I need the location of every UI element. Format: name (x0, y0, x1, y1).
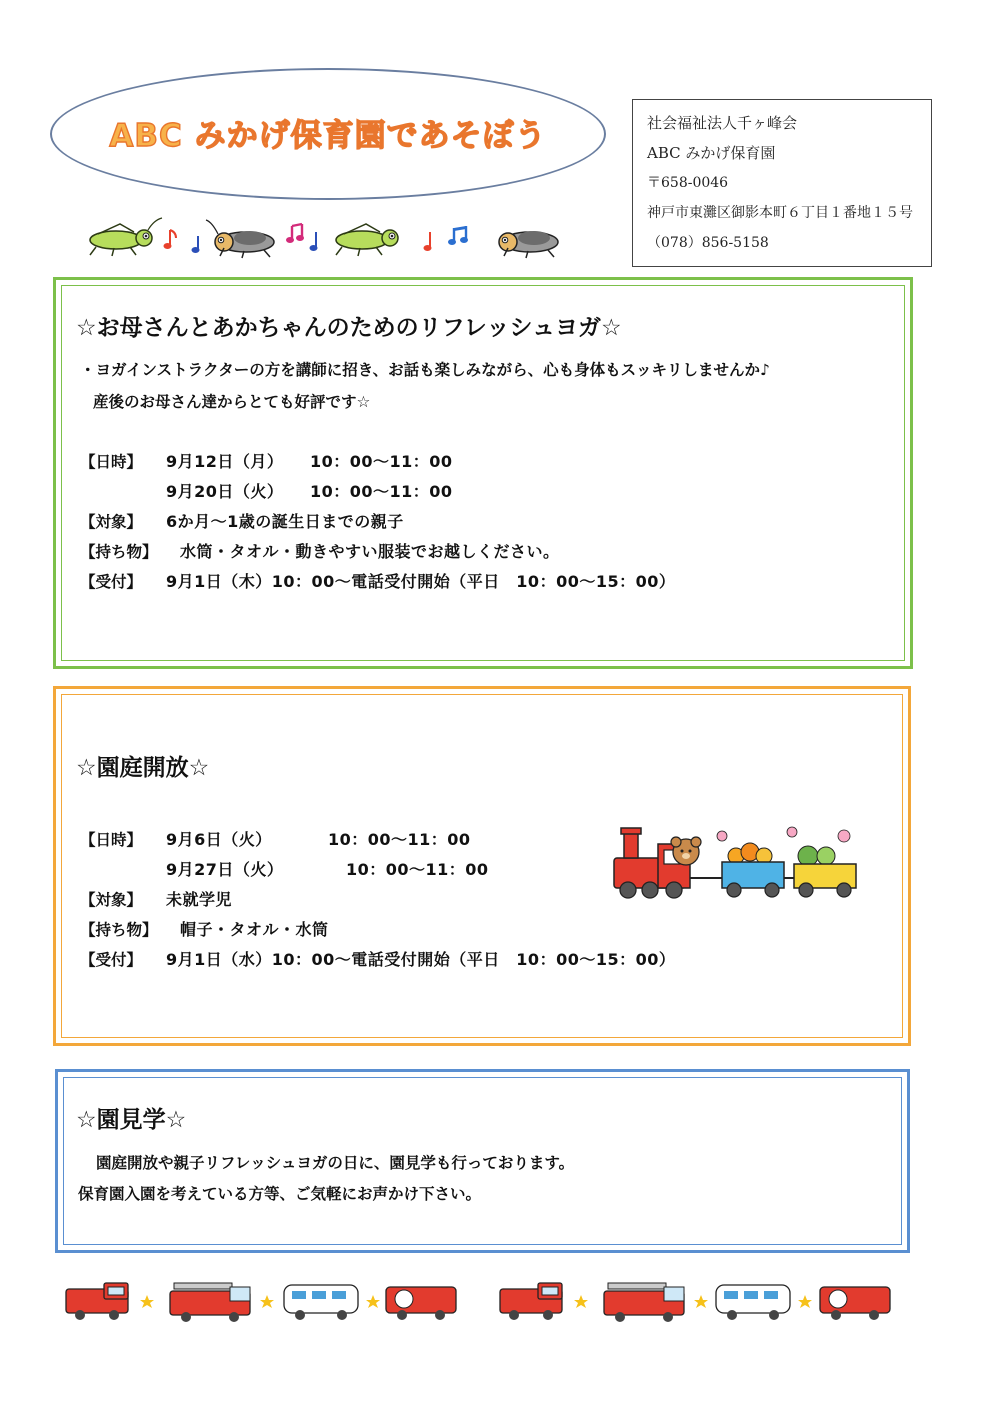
title-ellipse (50, 68, 606, 200)
star-icon (140, 1295, 154, 1308)
music-note-icon (424, 232, 432, 251)
garden-date-2: 9月27日（火） (166, 860, 284, 879)
garden-items-label: 【持ち物】 (80, 921, 158, 939)
school-name: ABC みかげ保育園 (647, 144, 776, 162)
garden-date-1: 9月6日（火） (166, 830, 272, 849)
garden-time-1: 10：00～11：00 (328, 830, 471, 849)
tour-line-2: 保育園入園を考えている方等、ご気軽にお声かけ下さい。 (78, 1185, 482, 1203)
music-note-icon (310, 232, 318, 251)
star-icon (694, 1295, 708, 1308)
garden-reception-label: 【受付】 (80, 951, 143, 969)
yoga-target-label: 【対象】 (80, 513, 143, 531)
vehicle-decoration-row (60, 1275, 900, 1325)
tour-line-1: 園庭開放や親子リフレッシュヨガの日に、園見学も行っております。 (96, 1154, 575, 1172)
org-name: 社会福祉法人千ヶ峰会 (647, 114, 798, 132)
insect-decoration-row (84, 212, 584, 262)
fire-engine-icon (820, 1287, 890, 1320)
fire-engine-icon (500, 1283, 562, 1320)
yoga-items-label: 【持ち物】 (80, 543, 158, 561)
bus-icon (284, 1285, 358, 1320)
yoga-datetime-label: 【日時】 (80, 453, 143, 471)
star-icon (260, 1295, 274, 1308)
street-address: 神戸市東灘区御影本町６丁目１番地１５号 (647, 205, 913, 221)
garden-reception: 9月1日（水）10：00～電話受付開始（平日 10：00～15：00） (166, 950, 676, 969)
yoga-time-2: 10：00～11：00 (310, 482, 453, 501)
yoga-desc-2: 産後のお母さん達からとても好評です☆ (93, 393, 371, 411)
star-icon (574, 1295, 588, 1308)
music-note-icon (448, 226, 468, 245)
yoga-date-2: 9月20日（火） (166, 482, 284, 501)
garden-items: 帽子・タオル・水筒 (180, 920, 329, 939)
grasshopper-icon (336, 224, 398, 256)
garden-target-label: 【対象】 (80, 891, 143, 909)
star-icon (798, 1295, 812, 1308)
phone-number: （078）856-5158 (647, 235, 769, 251)
cricket-icon (499, 231, 558, 258)
fire-engine-icon (386, 1287, 456, 1320)
garden-target: 未就学児 (166, 890, 233, 909)
train-illustration-icon (612, 822, 860, 900)
grasshopper-icon (90, 218, 162, 256)
yoga-date-1: 9月12日（月） (166, 452, 284, 471)
music-note-icon (192, 236, 200, 253)
fire-engine-icon (66, 1283, 128, 1320)
postal-code: 〒658-0046 (647, 175, 729, 191)
yoga-reception: 9月1日（木）10：00～電話受付開始（平日 10：00～15：00） (166, 572, 676, 591)
ladder-truck-icon (604, 1283, 684, 1322)
garden-heading: ☆園庭開放☆ (76, 755, 210, 781)
yoga-heading: ☆お母さんとあかちゃんのためのリフレッシュヨガ☆ (76, 315, 622, 341)
garden-time-2: 10：00～11：00 (346, 860, 489, 879)
page-title: ABC みかげ保育園であそぼう (109, 117, 547, 154)
yoga-desc-1: ・ヨガインストラクターの方を講師に招き、お話も楽しみながら、心も身体もスッキリしませんか♪ (80, 361, 770, 379)
yoga-target: 6か月～1歳の誕生日までの親子 (166, 512, 404, 531)
ladder-truck-icon (170, 1283, 250, 1322)
music-note-icon (286, 224, 304, 243)
garden-datetime-label: 【日時】 (80, 831, 143, 849)
address-box (632, 99, 932, 267)
tour-heading: ☆園見学☆ (76, 1107, 187, 1133)
music-note-icon (164, 230, 177, 249)
yoga-items: 水筒・タオル・動きやすい服装でお越しください。 (180, 542, 560, 561)
bus-icon (716, 1285, 790, 1320)
yoga-time-1: 10：00～11：00 (310, 452, 453, 471)
cricket-icon (206, 220, 274, 258)
yoga-reception-label: 【受付】 (80, 573, 143, 591)
star-icon (366, 1295, 380, 1308)
